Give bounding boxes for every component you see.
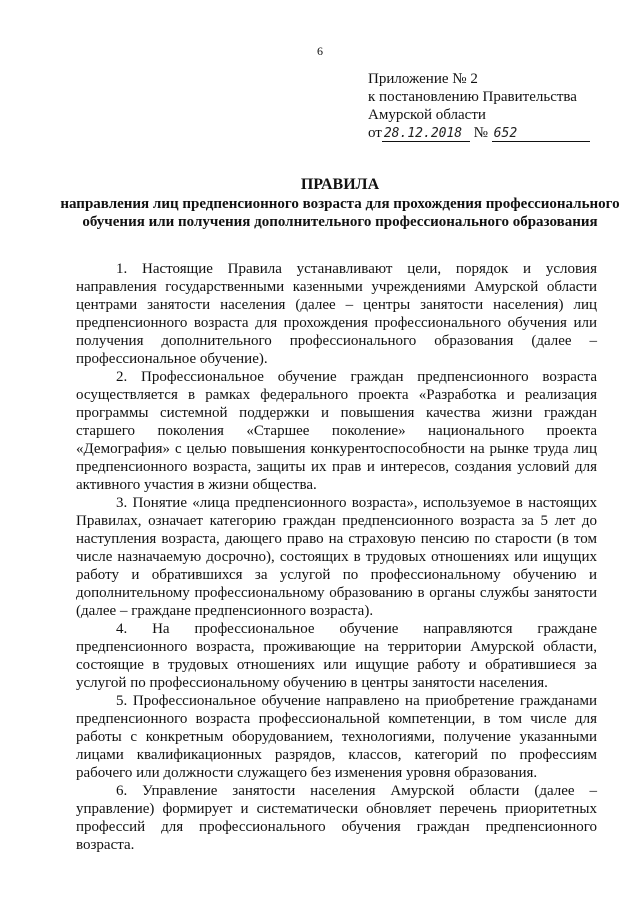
appendix-line-1: Приложение № 2 xyxy=(368,71,478,87)
paragraph-5: 5. Профессиональное обучение направлено на приобретение гражданами предпенсионного возраста профессиональной компетенции, в том числе для работы с конкретным оборудованием, технологиями, получение указанными лицами квалификационных разрядов, классов, категорий по профессиям рабочего или должности служащего без изменения уровня образования. xyxy=(76,693,597,781)
document-subtitle: направления лиц предпенсионного возраста для прохождения профессионального обучения или получения дополнительного профессионального образования xyxy=(60,196,620,230)
appendix-line-3: Амурской области xyxy=(368,107,486,123)
number-prefix: № xyxy=(473,125,488,141)
handwritten-number: 652 xyxy=(492,126,590,142)
document-body xyxy=(76,260,597,854)
handwritten-date: 28.12.2018 xyxy=(382,126,470,142)
paragraph-2: 2. Профессиональное обучение граждан предпенсионного возраста осуществляется в рамках федерального проекта «Разработка и реализация программы системной поддержки и повышения качества жизни граждан старшего поколения «Старшее поколение» национального проекта «Демография» с целью повышения конкурентоспособности на рынке труда лиц предпенсионного возраста, защиты их прав и интересов, создания условий для активного участия в жизни общества. xyxy=(76,369,597,493)
date-prefix: от xyxy=(368,125,382,141)
appendix-block xyxy=(368,70,590,142)
paragraph-4: 4. На профессиональное обучение направляются граждане предпенсионного возраста, проживающие на территории Амурской области, состоящие в трудовых отношениях или ищущие работу и обратившиеся за услугой по профессиональному обучению в центры занятости населения. xyxy=(76,621,597,691)
page-number: 6 xyxy=(317,44,323,58)
paragraph-1: 1. Настоящие Правила устанавливают цели, порядок и условия направления государственными казенными учреждениями Амурской области центрами занятости населения (далее – центры занятости населения) лиц предпенсионного возраста для прохождения профессионального обучения или получения дополнительного профессионального образования (далее – профессиональное обучение). xyxy=(76,261,597,367)
document-title: ПРАВИЛА xyxy=(300,176,380,193)
appendix-line-2: к постановлению Правительства xyxy=(368,89,577,105)
paragraph-3: 3. Понятие «лица предпенсионного возраста», используемое в настоящих Правилах, означает категорию граждан предпенсионного возраста за 5 лет до наступления возраста, дающего право на страховую пенсию по старости (в том числе назначаемую досрочно), состоящих в трудовых отношениях или ищущих работу и обратившихся за услугой по профессиональному обучению и дополнительному профессиональному образованию в органы службы занятости (далее – граждане предпенсионного возраста). xyxy=(76,495,597,619)
appendix-date-line xyxy=(368,124,590,142)
title-block xyxy=(60,175,620,231)
paragraph-6: 6. Управление занятости населения Амурской области (далее – управление) формирует и систематически обновляет перечень приоритетных профессий для профессионального обучения граждан предпенсионного возраста. xyxy=(76,783,597,853)
